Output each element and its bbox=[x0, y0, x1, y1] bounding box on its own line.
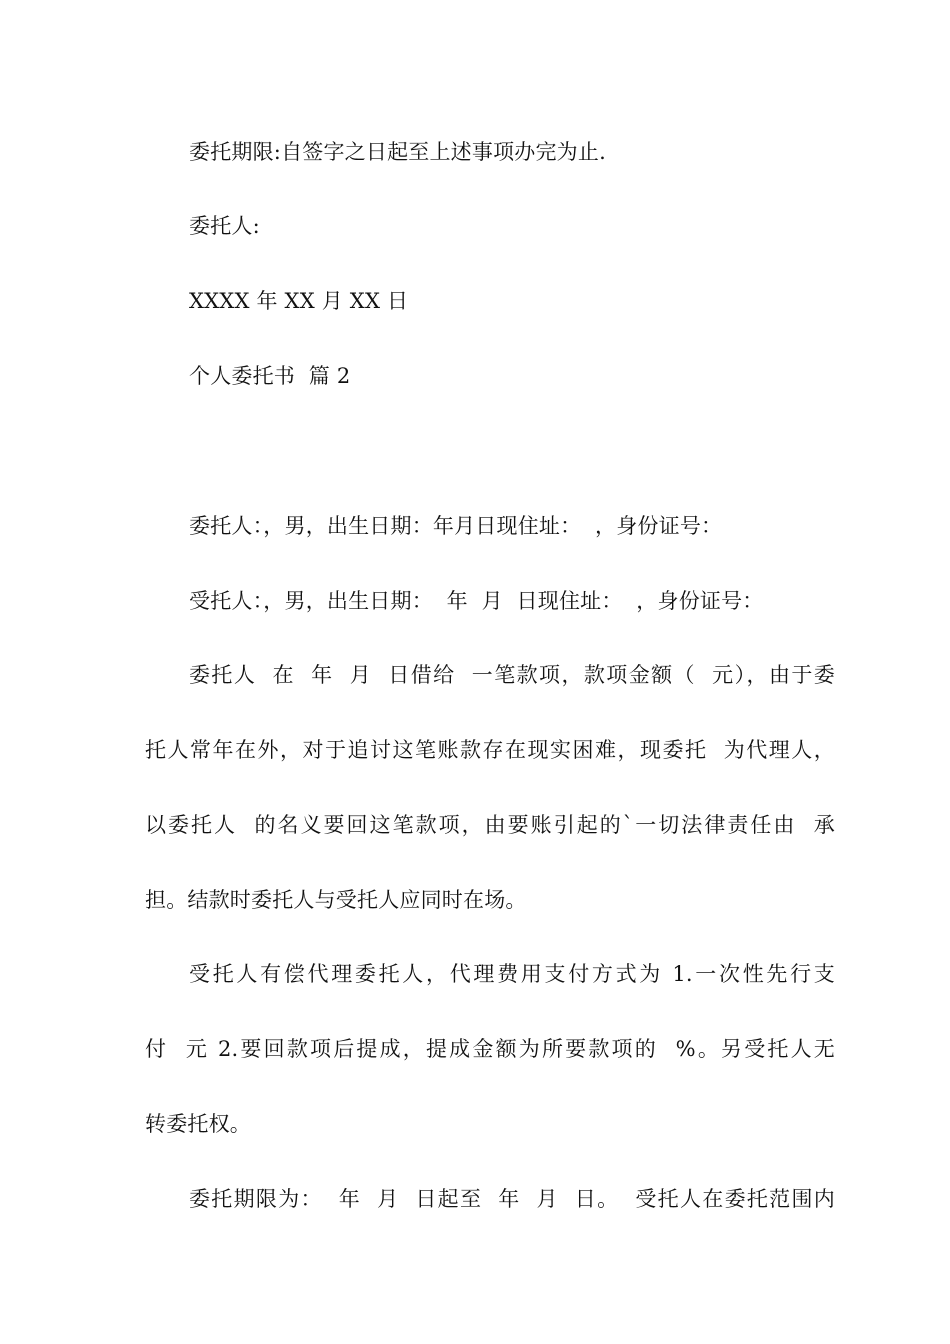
paragraph-line: 委托人 在 年 月 日借给 一笔款项，款项金额（ 元），由于委 bbox=[189, 663, 835, 687]
entrust-period-line: 委托期限:自签字之日起至上述事项办完为止. bbox=[189, 140, 606, 164]
paragraph-line: 委托期限为： 年 月 日起至 年 月 日。 受托人在委托范围内 bbox=[189, 1187, 835, 1211]
paragraph-line: 以委托人 的名义要回这笔款项，由要账引起的`一切法律责任由 承 bbox=[145, 813, 835, 837]
paragraph-line: 转委托权。 bbox=[145, 1112, 251, 1136]
paragraph-line: 受托人有偿代理委托人，代理费用支付方式为 1.一次性先行支 bbox=[189, 962, 835, 986]
agent-info-line: 受托人：，男，出生日期： 年 月 日现住址： ，身份证号： bbox=[189, 589, 764, 613]
date-line: XXXX 年 XX 月 XX 日 bbox=[189, 289, 409, 313]
paragraph-line: 托人常年在外，对于追讨这笔账款存在现实困难，现委托 为代理人， bbox=[145, 738, 835, 762]
paragraph-line: 付 元 2.要回款项后提成，提成金额为所要款项的 %。另受托人无 bbox=[145, 1037, 835, 1061]
principal-info-line: 委托人：，男，出生日期：年月日现住址： ，身份证号： bbox=[189, 514, 723, 538]
paragraph-line: 担。结款时委托人与受托人应同时在场。 bbox=[145, 888, 527, 912]
section-heading: 个人委托书 篇 2 bbox=[189, 364, 351, 388]
principal-signature-line: 委托人: bbox=[189, 214, 260, 238]
